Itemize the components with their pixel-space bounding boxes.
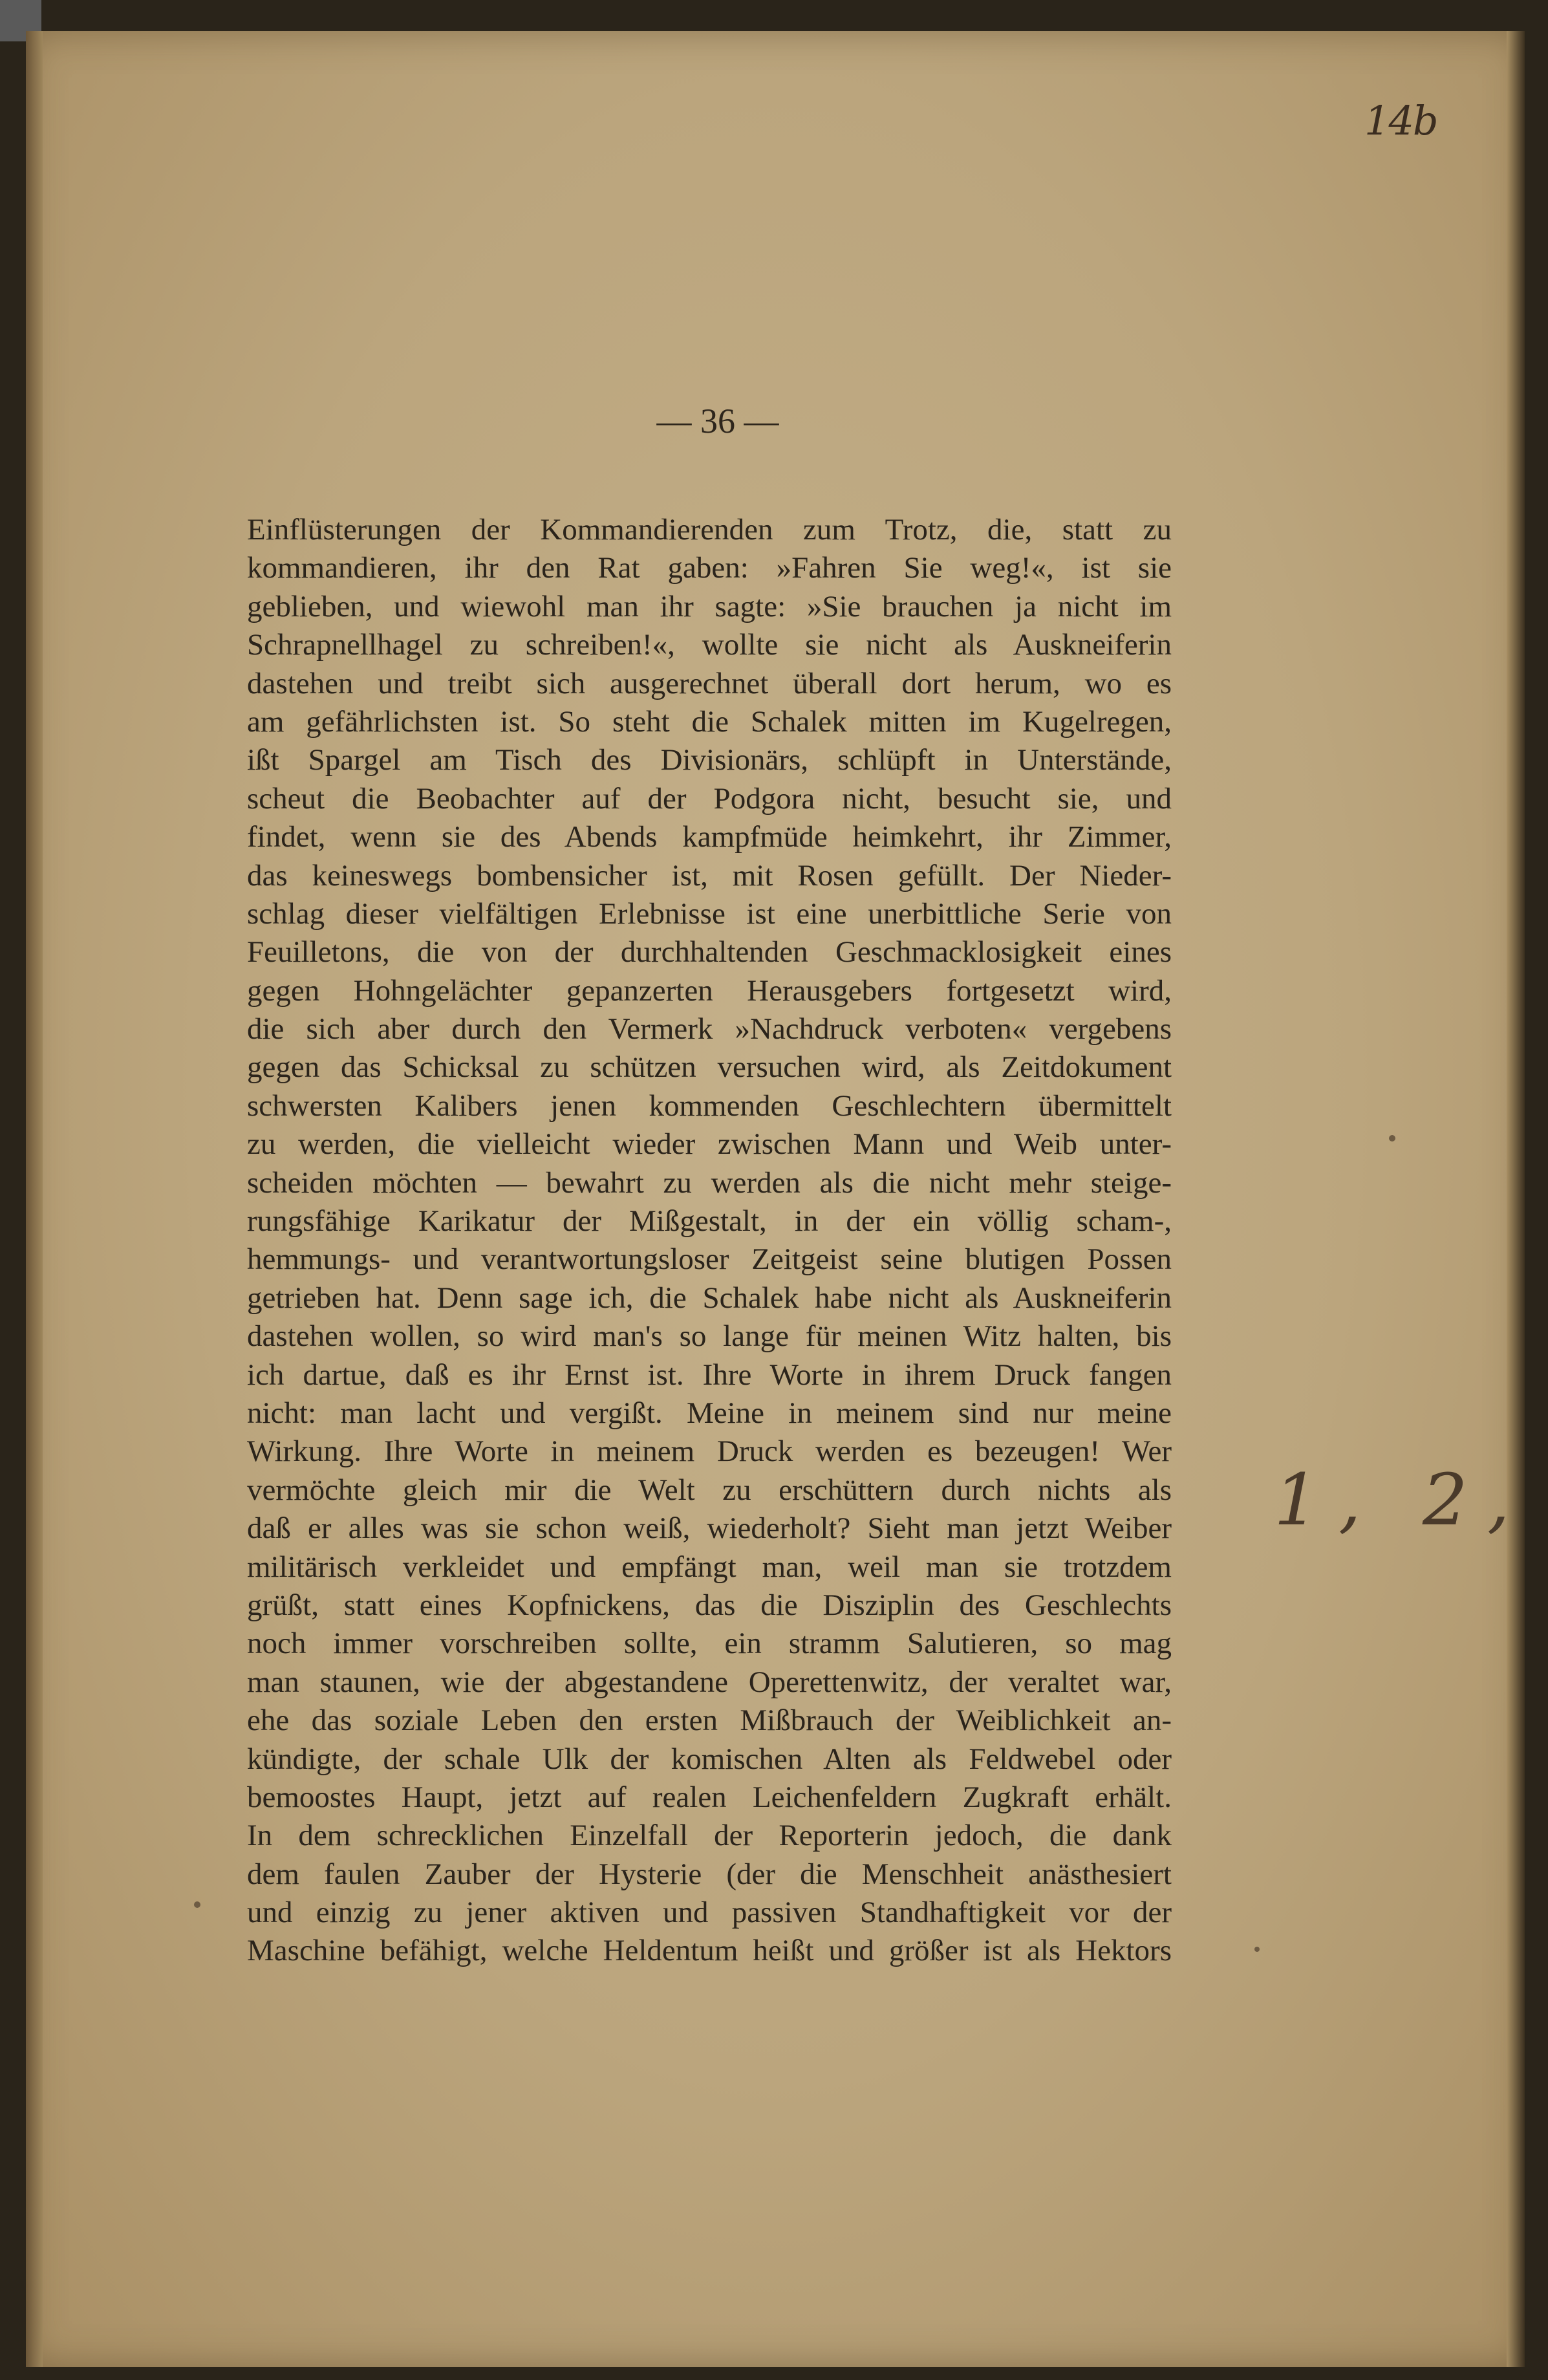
handwritten-margin-note: 1, 2, bbox=[1274, 1458, 1529, 1541]
paper-fleck bbox=[194, 1901, 200, 1908]
text-line: das keineswegs bombensicher ist, mit Rosen gefüllt. Der Nieder- bbox=[247, 858, 1172, 892]
text-line: ehe das soziale Leben den ersten Mißbrauch der Weiblichkeit an- bbox=[247, 1704, 1172, 1738]
page-number: — 36 — bbox=[656, 402, 779, 440]
text-line: dastehen und treibt sich ausgerechnet überall dort herum, wo es bbox=[247, 666, 1172, 700]
text-line: geblieben, und wiewohl man ihr sagte: »Sie brauchen ja nicht im bbox=[247, 589, 1172, 623]
text-line: In dem schrecklichen Einzelfall der Reporterin jedoch, die dank bbox=[247, 1819, 1172, 1853]
text-line: scheut die Beobachter auf der Podgora nicht, besucht sie, und bbox=[247, 781, 1172, 816]
text-line: daß er alles was sie schon weiß, wiederholt? Sieht man jetzt Weiber bbox=[247, 1511, 1172, 1546]
text-line: Maschine befähigt, welche Heldentum heißt und größer ist als Hektors bbox=[247, 1934, 1172, 1968]
text-line: kündigte, der schale Ulk der komischen Alten als Feldwebel oder bbox=[247, 1742, 1172, 1776]
text-line: hemmungs- und verantwortungsloser Zeitgeist seine blutigen Possen bbox=[247, 1242, 1172, 1277]
text-line: grüßt, statt eines Kopfnickens, das die Disziplin des Geschlechts bbox=[247, 1588, 1172, 1622]
text-line: Schrapnellhagel zu schreiben!«, wollte sie nicht als Auskneiferin bbox=[247, 628, 1172, 662]
text-line: nicht: man lacht und vergißt. Meine in meinem sind nur meine bbox=[247, 1396, 1172, 1430]
text-line: scheiden möchten — bewahrt zu werden als die nicht mehr steige- bbox=[247, 1165, 1172, 1200]
text-line: schlag dieser vielfältigen Erlebnisse ist eine unerbittliche Serie von bbox=[247, 896, 1172, 931]
text-line: gegen Hohngelächter gepanzerten Herausgebers fortgesetzt wird, bbox=[247, 973, 1172, 1008]
text-line: Wirkung. Ihre Worte in meinem Druck werden es bezeugen! Wer bbox=[247, 1434, 1172, 1469]
text-line: gegen das Schicksal zu schützen versuchen wird, als Zeitdokument bbox=[247, 1050, 1172, 1085]
paper-fleck bbox=[1254, 1947, 1260, 1952]
text-line: Feuilletons, die von der durchhaltenden Geschmacklosigkeit eines bbox=[247, 935, 1172, 969]
text-line: und einzig zu jener aktiven und passiven Standhaftigkeit vor der bbox=[247, 1896, 1172, 1930]
text-line: zu werden, die vielleicht wieder zwischen Mann und Weib unter- bbox=[247, 1127, 1172, 1162]
text-line: noch immer vorschreiben sollte, ein stramm Salutieren, so mag bbox=[247, 1627, 1172, 1661]
text-line: ißt Spargel am Tisch des Divisionärs, schlüpft in Unterstände, bbox=[247, 743, 1172, 777]
text-line: bemoostes Haupt, jetzt auf realen Leichenfeldern Zugkraft erhält. bbox=[247, 1780, 1172, 1814]
text-line: dem faulen Zauber der Hysterie (der die Menschheit anästhesiert bbox=[247, 1857, 1172, 1891]
text-line: man staunen, wie der abgestandene Operettenwitz, der veraltet war, bbox=[247, 1665, 1172, 1699]
page-edge-shadow bbox=[1507, 31, 1525, 2367]
text-line: rungsfähige Karikatur der Mißgestalt, in der ein völlig scham-, bbox=[247, 1204, 1172, 1239]
text-line: vermöchte gleich mir die Welt zu erschüttern durch nichts als bbox=[247, 1473, 1172, 1507]
text-line: schwersten Kalibers jenen kommenden Geschlechtern übermittelt bbox=[247, 1088, 1172, 1123]
text-line: die sich aber durch den Vermerk »Nachdruck verboten« vergebens bbox=[247, 1012, 1172, 1046]
handwritten-folio-number: 14b bbox=[1364, 97, 1437, 144]
paper-fleck bbox=[1389, 1135, 1395, 1141]
text-line: dastehen wollen, so wird man's so lange für meinen Witz halten, bis bbox=[247, 1319, 1172, 1354]
text-line: militärisch verkleidet und empfängt man, weil man sie trotzdem bbox=[247, 1550, 1172, 1584]
body-text bbox=[247, 511, 1172, 1971]
text-line: Einflüsterungen der Kommandierenden zum Trotz, die, statt zu bbox=[247, 513, 1172, 546]
text-line: am gefährlichsten ist. So steht die Schalek mitten im Kugelregen, bbox=[247, 704, 1172, 739]
page-spine-shadow bbox=[26, 31, 43, 2367]
text-line: findet, wenn sie des Abends kampfmüde heimkehrt, ihr Zimmer, bbox=[247, 820, 1172, 854]
text-line: getrieben hat. Denn sage ich, die Schalek habe nicht als Auskneiferin bbox=[247, 1281, 1172, 1315]
text-line: ich dartue, daß es ihr Ernst ist. Ihre Worte in ihrem Druck fangen bbox=[247, 1358, 1172, 1392]
text-line: kommandieren, ihr den Rat gaben: »Fahren Sie weg!«, ist sie bbox=[247, 551, 1172, 585]
